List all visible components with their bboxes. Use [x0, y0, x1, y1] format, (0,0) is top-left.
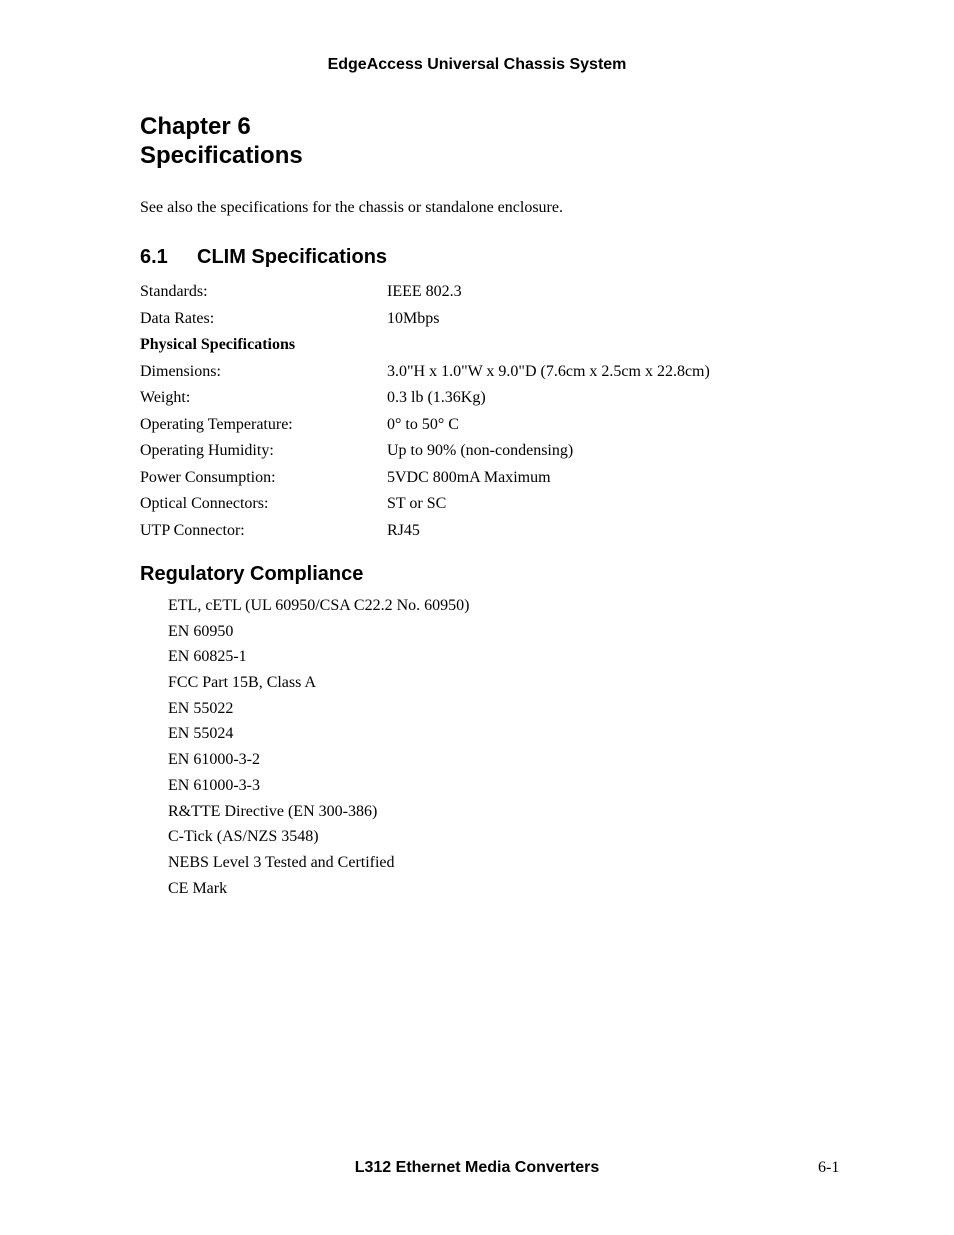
compliance-item: EN 61000-3-3: [168, 776, 260, 794]
spec-label: Optical Connectors:: [140, 495, 269, 512]
compliance-item: R&TTE Directive (EN 300-386): [168, 802, 378, 820]
spec-label: Power Consumption:: [140, 468, 276, 486]
compliance-item: CE Mark: [168, 879, 228, 897]
spec-value: RJ45: [387, 521, 420, 539]
intro-paragraph: See also the specifications for the chassis or standalone enclosure.: [140, 199, 563, 216]
compliance-item: EN 61000-3-2: [168, 751, 260, 769]
chapter-number: Chapter 6: [140, 113, 251, 140]
compliance-item: NEBS Level 3 Tested and Certified: [168, 853, 395, 871]
spec-value: Up to 90% (non-condensing): [387, 442, 574, 459]
chapter-name: Specifications: [140, 142, 303, 169]
spec-value: 10Mbps: [387, 309, 440, 327]
chapter-title: [140, 112, 303, 170]
spec-value: 0.3 lb (1.36Kg): [387, 389, 486, 406]
section-heading-clim: [140, 245, 387, 269]
spec-row-dimensions: [140, 360, 840, 387]
section-number: 6.1: [140, 246, 168, 268]
spec-row-utp-connector: [140, 519, 840, 546]
compliance-item: ETL, cETL (UL 60950/CSA C22.2 No. 60950): [168, 597, 470, 614]
compliance-item: FCC Part 15B, Class A: [168, 674, 317, 692]
compliance-list: [168, 594, 469, 902]
spec-label: UTP Connector:: [140, 521, 245, 539]
compliance-item: EN 55022: [168, 699, 234, 717]
running-header: EdgeAccess Universal Chassis System: [327, 56, 627, 73]
spec-value: 5VDC 800mA Maximum: [387, 468, 551, 486]
compliance-item: EN 60825-1: [168, 648, 247, 666]
spec-label: Standards:: [140, 283, 208, 300]
spec-row-power-consumption: [140, 466, 840, 493]
spec-label: Operating Humidity:: [140, 442, 274, 459]
section-title: CLIM Specifications: [197, 246, 388, 268]
spec-label: Data Rates:: [140, 309, 215, 327]
spec-label: Operating Temperature:: [140, 415, 293, 433]
spec-value: ST or SC: [387, 495, 447, 512]
spec-value: 0° to 50° C: [387, 415, 459, 433]
spec-label: Dimensions:: [140, 362, 221, 380]
spec-subheading-physical: [140, 333, 840, 360]
spec-row-operating-temperature: [140, 413, 840, 440]
spec-row-data-rates: [140, 307, 840, 334]
spec-subheading: Physical Specifications: [140, 336, 296, 353]
spec-row-optical-connectors: [140, 492, 840, 519]
spec-row-weight: [140, 386, 840, 413]
spec-value: IEEE 802.3: [387, 283, 462, 300]
spec-table: [140, 280, 840, 545]
spec-label: Weight:: [140, 389, 191, 406]
page-number: 6-1: [818, 1159, 840, 1176]
spec-row-operating-humidity: [140, 439, 840, 466]
compliance-item: C-Tick (AS/NZS 3548): [168, 828, 319, 846]
spec-value: 3.0"H x 1.0"W x 9.0"D (7.6cm x 2.5cm x 22.8cm): [387, 362, 710, 380]
section-heading-regulatory: Regulatory Compliance: [140, 563, 364, 585]
compliance-item: EN 55024: [168, 725, 234, 743]
compliance-item: EN 60950: [168, 622, 234, 640]
running-footer: L312 Ethernet Media Converters: [354, 1159, 600, 1176]
spec-row-standards: [140, 280, 840, 307]
